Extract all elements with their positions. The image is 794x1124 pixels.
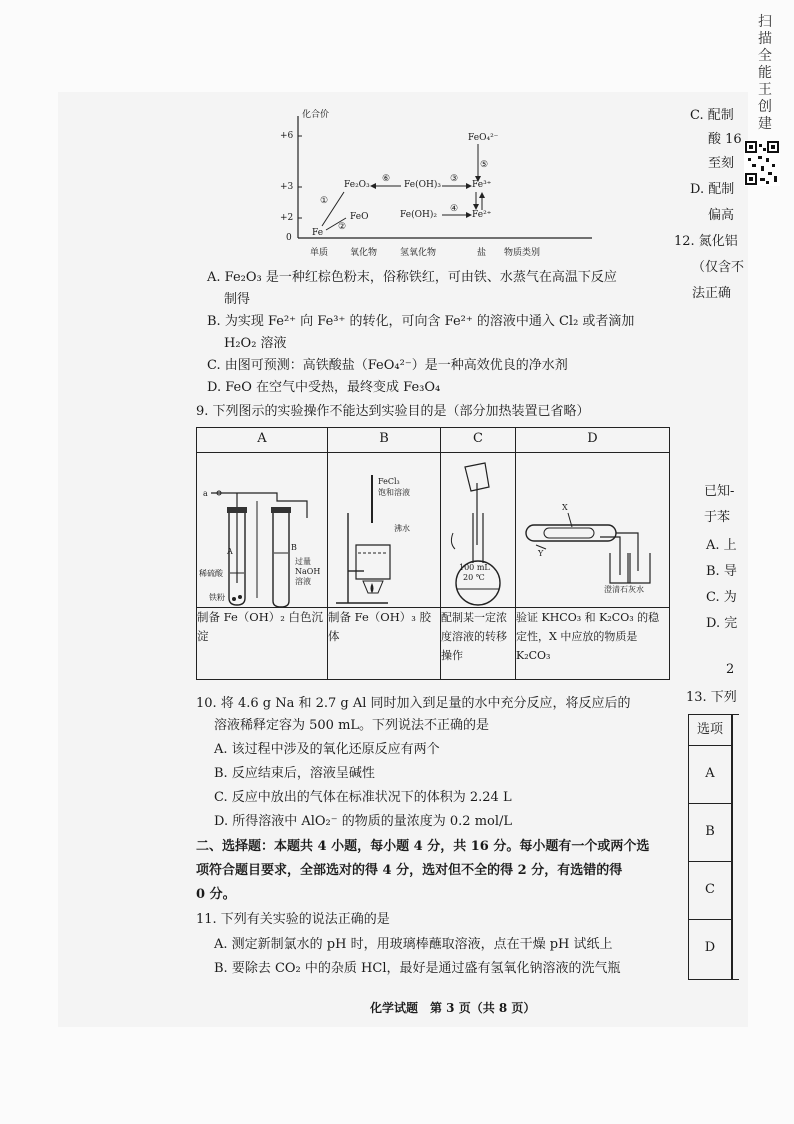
q10-option-c: C. 反应中放出的气体在标准状况下的体积为 2.24 L <box>214 790 512 805</box>
label-flask-temp: 20 ℃ <box>463 573 485 582</box>
apparatus-c-drawing <box>441 453 515 608</box>
q9-stem: 9. 下列图示的实验操作不能达到实验目的是（部分加热装置已省略） <box>196 404 590 419</box>
y-tick-3: +3 <box>280 182 294 192</box>
arrow-label-2: ② <box>338 222 347 232</box>
q8-option-d: D. FeO 在空气中受热，最终变成 Fe₃O₄ <box>207 380 441 395</box>
q13-column-divider <box>731 715 733 979</box>
right-line-5: 偏高 <box>708 208 735 223</box>
right-line-12: B. 导 <box>706 564 737 579</box>
y-tick-0: 0 <box>286 233 292 243</box>
y-axis-title: 化合价 <box>302 110 330 120</box>
arrow-label-4: ④ <box>450 204 459 214</box>
label-excess: 过量 <box>295 557 311 566</box>
species-fe: Fe <box>312 228 324 238</box>
right-line-6: 12. 氮化铝 <box>674 234 738 249</box>
scanner-watermark: 扫描全能王 创建 <box>758 14 772 132</box>
species-feo4: FeO₄²⁻ <box>468 133 499 143</box>
species-fe2: Fe²⁺ <box>472 210 492 220</box>
q9-header-d: D <box>516 428 670 453</box>
q13-row-c: C <box>689 861 731 918</box>
right-line-16: 13. 下列 <box>686 690 737 705</box>
qr-code-icon <box>744 140 780 186</box>
label-iron-powder: 铁粉 <box>209 593 225 602</box>
right-line-14: D. 完 <box>706 616 738 631</box>
page-footer: 化学试题 第 3 页（共 8 页） <box>370 1001 536 1015</box>
species-fe3: Fe³⁺ <box>472 180 492 190</box>
right-line-2: 酸 16 <box>708 132 742 147</box>
q11-stem: 11. 下列有关实验的说法正确的是 <box>196 912 390 927</box>
right-line-10: 于苯 <box>704 510 731 525</box>
q13-row-a: A <box>689 745 731 802</box>
q10-stem-line1: 10. 将 4.6 g Na 和 2.7 g Al 同时加入到足量的水中充分反应，将反应后的 <box>196 696 631 711</box>
q13-header: 选项 <box>696 722 723 737</box>
arrow-label-3: ③ <box>450 174 459 184</box>
x-label-element: 单质 <box>310 248 329 258</box>
label-y: Y <box>538 549 544 558</box>
q8-option-c: C. 由图可预测：高铁酸盐（FeO₄²⁻）是一种高效优良的净水剂 <box>207 358 568 373</box>
arrow-label-6: ⑥ <box>382 174 391 184</box>
q9-apparatus-b <box>328 453 441 608</box>
q9-experiment-table <box>196 427 670 680</box>
q9-header-a: A <box>197 428 328 453</box>
x-label-category: 物质类别 <box>504 248 541 258</box>
right-line-3: 至刻 <box>708 156 735 171</box>
label-tube-b: B <box>291 543 297 552</box>
q8-option-a-line2: 制得 <box>224 292 251 307</box>
q9-desc-b: 制备 Fe（OH）₃ 胶体 <box>328 608 441 680</box>
species-feoh2: Fe(OH)₂ <box>400 210 437 220</box>
y-tick-6: +6 <box>280 131 294 141</box>
q8-option-a-line1: A. Fe₂O₃ 是一种红棕色粉末，俗称铁红，可由铁、水蒸气在高温下反应 <box>207 270 617 285</box>
arrow-label-5: ⑤ <box>480 160 489 170</box>
q11-option-b: B. 要除去 CO₂ 中的杂质 HCl，最好是通过盛有氢氧化钠溶液的洗气瓶 <box>214 961 621 976</box>
section2-line3: 0 分。 <box>196 887 236 902</box>
species-fe2o3: Fe₂O₃ <box>344 180 370 190</box>
right-line-8: 法正确 <box>692 286 732 301</box>
q9-header-b: B <box>328 428 441 453</box>
section2-line2: 项符合题目要求，全部选对的得 4 分，选对但不全的得 2 分，有选错的得 <box>196 863 623 878</box>
x-label-hydroxide: 氢氧化物 <box>400 248 437 258</box>
iron-valence-diagram <box>270 108 600 264</box>
label-naoh: NaOH <box>295 567 321 576</box>
label-saturated-solution: 饱和溶液 <box>378 488 410 497</box>
right-line-9: 已知- <box>704 484 735 499</box>
q10-option-a: A. 该过程中涉及的氧化还原反应有两个 <box>214 742 440 757</box>
q8-option-b-line2: H₂O₂ 溶液 <box>224 336 287 351</box>
q10-option-b: B. 反应结束后，溶液呈碱性 <box>214 766 375 781</box>
right-line-15: 2 <box>726 662 735 677</box>
label-a-small: a <box>203 489 208 498</box>
species-feoh3: Fe(OH)₃ <box>404 180 441 190</box>
q13-table <box>688 714 739 980</box>
arrow-label-1: ① <box>320 196 329 206</box>
label-boiling-water: 沸水 <box>394 524 410 533</box>
x-label-salt: 盐 <box>477 248 487 258</box>
x-label-oxide: 氧化物 <box>350 248 378 258</box>
q9-desc-c: 配制某一定浓度溶液的转移操作 <box>441 608 516 680</box>
right-line-13: C. 为 <box>706 590 737 605</box>
label-dilute-sulfuric-acid: 稀硫酸 <box>199 569 223 578</box>
y-tick-2: +2 <box>280 213 294 223</box>
label-fecl3: FeCl₃ <box>378 477 400 486</box>
q10-option-d: D. 所得溶液中 AlO₂⁻ 的物质的量浓度为 0.2 mol/L <box>214 814 513 829</box>
q9-header-c: C <box>441 428 516 453</box>
section2-line1: 二、选择题：本题共 4 小题，每小题 4 分，共 16 分。每小题有一个或两个选 <box>196 839 650 854</box>
label-limewater: 澄清石灰水 <box>604 585 644 594</box>
q10-stem-line2: 溶液稀释定容为 500 mL。下列说法不正确的是 <box>214 718 490 733</box>
label-flask-volume: 100 mL <box>459 563 490 572</box>
label-x: X <box>562 503 568 512</box>
q9-apparatus-c <box>441 453 516 608</box>
q9-desc-d: 验证 KHCO₃ 和 K₂CO₃ 的稳定性，X 中应放的物质是 K₂CO₃ <box>516 608 670 680</box>
q9-apparatus-a <box>197 453 328 608</box>
q13-row-d: D <box>689 919 731 976</box>
q13-row-b: B <box>689 803 731 860</box>
right-line-1: C. 配制 <box>690 108 734 123</box>
right-line-7: （仅含不 <box>692 260 745 275</box>
q9-apparatus-d <box>516 453 670 608</box>
q11-option-a: A. 测定新制氯水的 pH 时，用玻璃棒蘸取溶液，点在干燥 pH 试纸上 <box>214 937 613 952</box>
right-line-4: D. 配制 <box>690 182 735 197</box>
label-tube-a: A <box>227 547 233 556</box>
species-feo: FeO <box>350 212 369 222</box>
label-solution: 溶液 <box>295 577 311 586</box>
right-line-11: A. 上 <box>706 538 737 553</box>
q8-option-b-line1: B. 为实现 Fe²⁺ 向 Fe³⁺ 的转化，可向含 Fe²⁺ 的溶液中通入 Cl₂ 或者滴加 <box>207 314 635 329</box>
q9-desc-a: 制备 Fe（OH）₂ 白色沉淀 <box>197 608 328 680</box>
